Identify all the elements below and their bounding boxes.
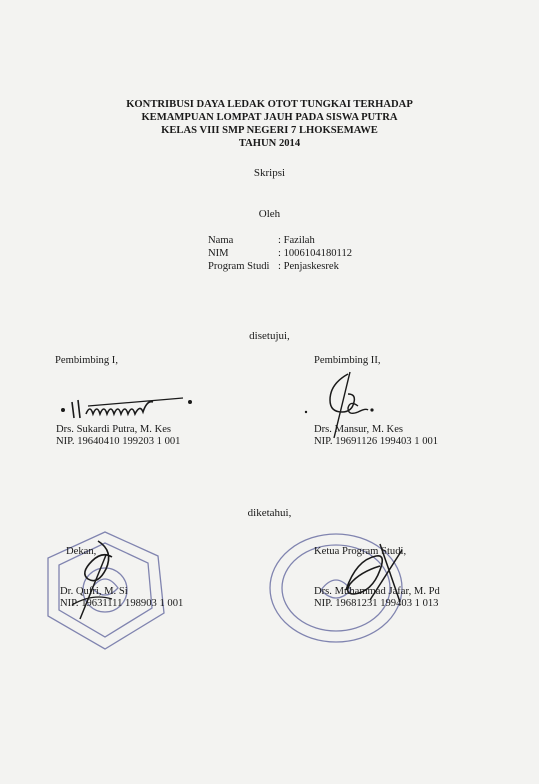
- advisor2-role: Pembimbing II,: [314, 355, 381, 366]
- thesis-title: [0, 98, 539, 150]
- advisor2-nip: NIP. 19691126 199403 1 001: [314, 436, 439, 447]
- dean-name: Dr. Qufri, M. Si: [60, 586, 128, 597]
- advisor2-name: Drs. Mansur, M. Kes: [314, 424, 404, 435]
- by-label: Oleh: [258, 208, 281, 220]
- advisor1-role: Pembimbing I,: [55, 355, 118, 366]
- head-nip: NIP. 19681231 199403 1 013: [314, 598, 439, 609]
- dean-role: Dekan,: [66, 546, 97, 557]
- prodi-label: Program Studi: [208, 261, 270, 272]
- head-name: Drs. Muhammad Jafar, M. Pd: [314, 586, 440, 597]
- prodi-value: : Penjaskesrek: [278, 261, 339, 272]
- nim-label: NIM: [208, 248, 229, 259]
- title-line-4: TAHUN 2014: [238, 138, 301, 149]
- document-type: Skripsi: [253, 167, 286, 179]
- dean-nip: NIP. 19631111 198903 1 001: [60, 598, 184, 609]
- acknowledged-label: diketahui,: [247, 507, 292, 519]
- advisor1-name: Drs. Sukardi Putra, M. Kes: [56, 424, 172, 435]
- approved-label: disetujui,: [249, 330, 290, 342]
- title-line-3: KELAS VIII SMP NEGERI 7 LHOKSEMAWE: [161, 125, 378, 136]
- name-value: : Fazilah: [278, 235, 315, 246]
- student-info: [208, 234, 352, 273]
- title-line-1: KONTRIBUSI DAYA LEDAK OTOT TUNGKAI TERHADAP: [126, 99, 413, 110]
- nim-value: : 1006104180112: [278, 248, 353, 259]
- advisor1-nip: NIP. 19640410 199203 1 001: [56, 436, 181, 447]
- title-line-2: KEMAMPUAN LOMPAT JAUH PADA SISWA PUTRA: [141, 112, 398, 123]
- head-role: Ketua Program Studi,: [314, 546, 407, 557]
- name-label: Nama: [208, 235, 234, 246]
- advisor1-signature-icon: [58, 388, 198, 426]
